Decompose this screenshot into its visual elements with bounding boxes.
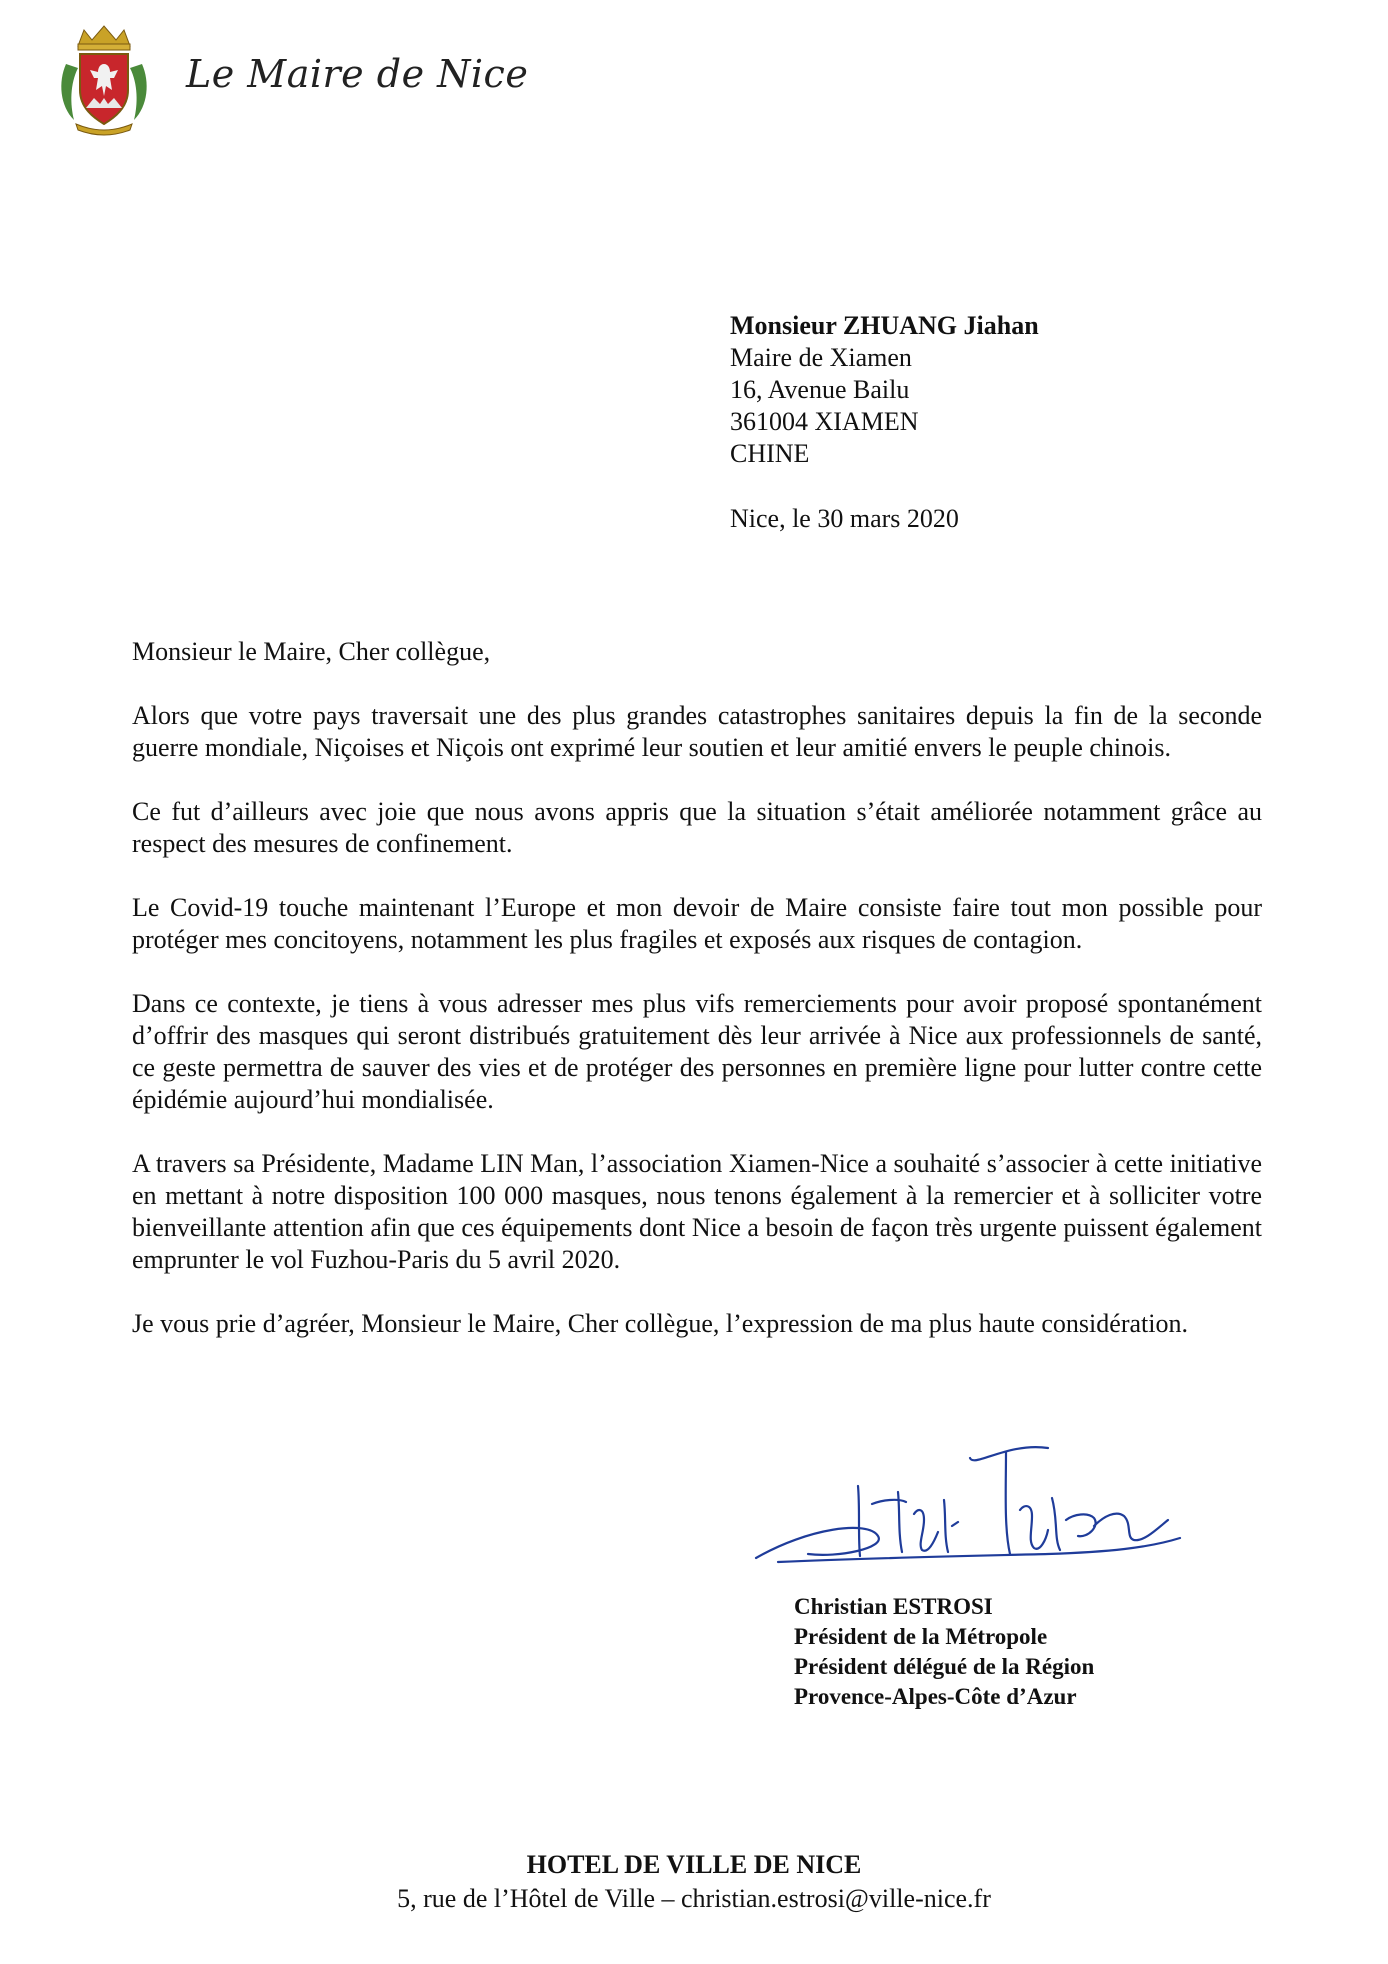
letter-body (132, 636, 1262, 1372)
recipient-address (730, 310, 1039, 470)
signer-title: Président délégué de la Région (794, 1654, 1095, 1679)
recipient-name: Monsieur ZHUANG Jiahan (730, 311, 1039, 340)
signer-name: Christian ESTROSI (794, 1594, 993, 1619)
signer-title: Président de la Métropole (794, 1624, 1048, 1649)
city-of-nice-coat-of-arms-icon (56, 24, 152, 136)
signer-block (794, 1592, 1094, 1712)
footer-title: HOTEL DE VILLE DE NICE (526, 1850, 862, 1879)
body-paragraph: Ce fut d’ailleurs avec joie que nous avons appris que la situation s’était améliorée notamment grâce au respect des mesures de confinement. (132, 797, 1262, 858)
body-paragraph: Dans ce contexte, je tiens à vous adresser mes plus vifs remerciements pour avoir proposé spontanément d’offrir des masques qui seront distribués gratuitement dès leur arrivée à Nice aux professionnels de santé, ce geste permettra de sauver des vies et de protéger des personnes en première ligne pour lutter contre cette épidémie aujourd’hui mondialisée. (132, 989, 1262, 1114)
signer-title: Provence-Alpes-Côte d’Azur (794, 1684, 1077, 1709)
recipient-line: 16, Avenue Bailu (730, 375, 910, 404)
footer-address: 5, rue de l’Hôtel de Ville – christian.estrosi@ville-nice.fr (397, 1884, 991, 1913)
body-paragraph: Le Covid-19 touche maintenant l’Europe et mon devoir de Maire consiste faire tout mon possible pour protéger mes concitoyens, notamment les plus fragiles et exposés aux risques de contagion. (132, 893, 1262, 954)
handwritten-signature (748, 1408, 1188, 1588)
closing-paragraph: Je vous prie d’agréer, Monsieur le Maire, Cher collègue, l’expression de ma plus haute considération. (132, 1309, 1188, 1338)
body-paragraph: Alors que votre pays traversait une des plus grandes catastrophes sanitaires depuis la fin de la seconde guerre mondiale, Niçoises et Niçois ont exprimé leur soutien et leur amitié envers le peuple chinois. (132, 701, 1262, 762)
recipient-line: Maire de Xiamen (730, 343, 912, 372)
recipient-line: 361004 XIAMEN (730, 407, 919, 436)
letter-date: Nice, le 30 mars 2020 (730, 504, 959, 533)
body-paragraph: A travers sa Présidente, Madame LIN Man, l’association Xiamen-Nice a souhaité s’associer à cette initiative en mettant à notre disposition 100 000 masques, nous tenons également à la remercier et à solliciter votre bienveillante attention afin que ces équipements dont Nice a besoin de façon très urgente puissent également emprunter le vol Fuzhou-Paris du 5 avril 2020. (132, 1149, 1262, 1274)
recipient-line: CHINE (730, 439, 810, 468)
letterhead-title: Le Maire de Nice (186, 52, 529, 96)
salutation: Monsieur le Maire, Cher collègue, (132, 637, 491, 666)
footer (0, 1848, 1388, 1916)
